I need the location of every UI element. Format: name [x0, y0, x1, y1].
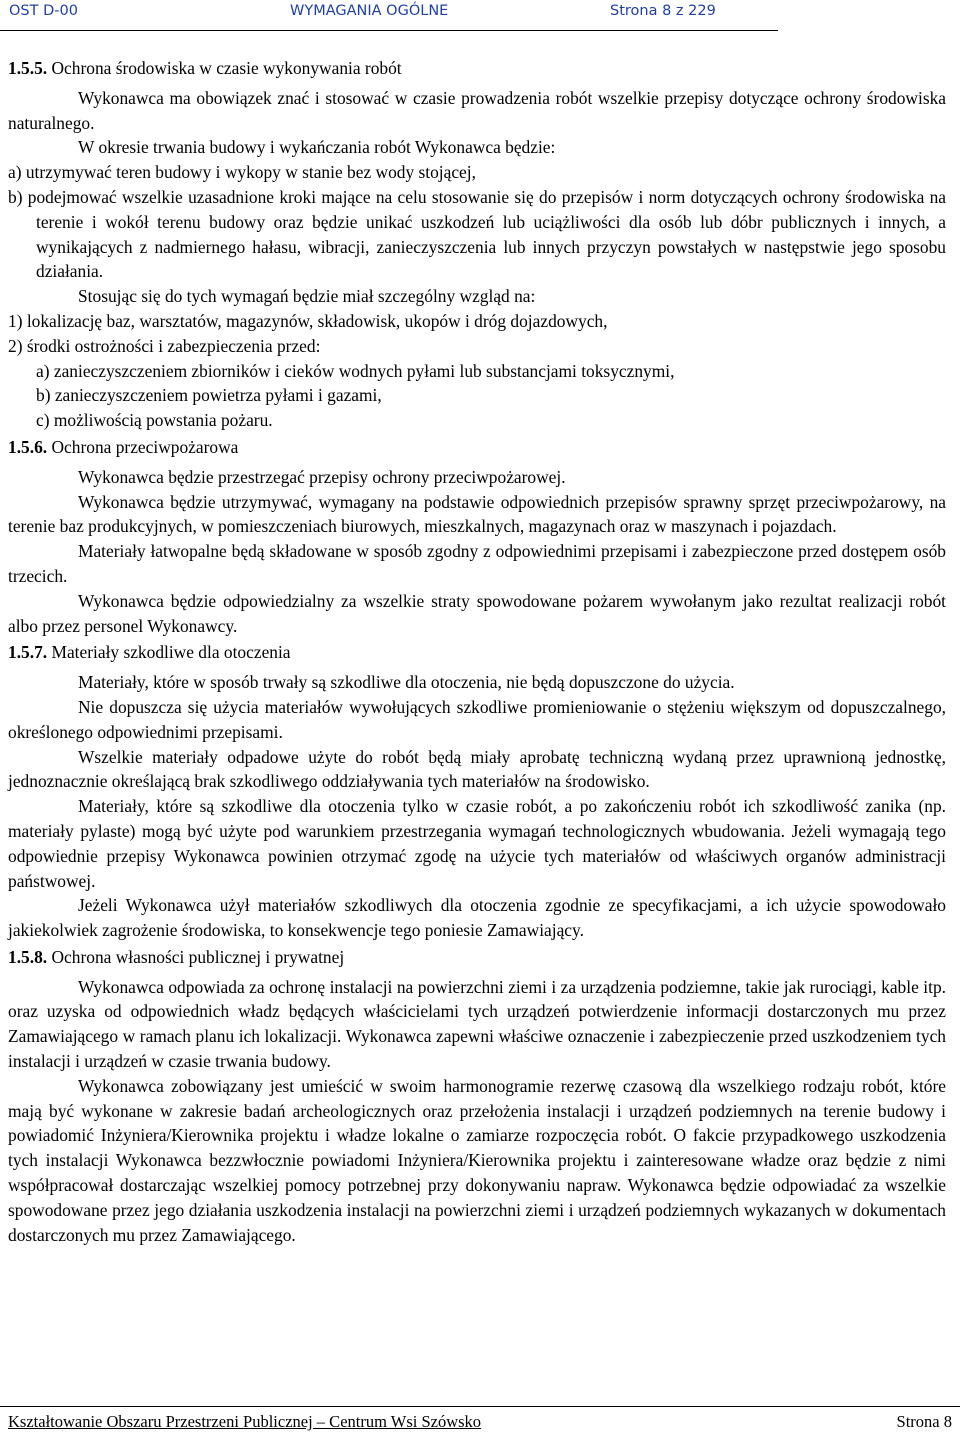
paragraph: Wykonawca będzie utrzymywać, wymagany na podstawie odpowiednich przepisów sprawny sprzęt przeciwpożarowy, na terenie baz produkcyjnych, w pomieszczeniach biurowych, mieszkalnych, magazynach oraz w maszynach i pojazdach. [8, 491, 946, 537]
header-page-number: Strona 8 z 229 [610, 3, 716, 19]
section-heading-1-5-5 [8, 56, 946, 81]
list-item: b) podejmować wszelkie uzasadnione kroki mające na celu stosowanie się do przepisów i norm dotyczących ochrony środowiska na terenie i wokół terenu budowy oraz będzie unikać uszkodzeń lub uciążliwości dla osób lub dóbr publicznych i innych, a wynikających z nadmiernego hałasu, wibracji, zanieczyszczenia lub innych przyczyn powstałych w następstwie jego sposobu działania. [8, 186, 946, 282]
header-title: WYMAGANIA OGÓLNE [290, 3, 449, 19]
paragraph: W okresie trwania budowy i wykańczania robót Wykonawca będzie: [78, 137, 556, 158]
section-title: Ochrona środowiska w czasie wykonywania robót [51, 58, 402, 78]
paragraph: Wykonawca będzie odpowiedzialny za wszelkie straty spowodowane pożarem wywołanym jako rezultat realizacji robót albo przez personel Wykonawcy. [8, 590, 946, 636]
paragraph: Materiały, które w sposób trwały są szkodliwe dla otoczenia, nie będą dopuszczone do użycia. [78, 672, 735, 693]
paragraph: Wykonawca będzie przestrzegać przepisy ochrony przeciwpożarowej. [78, 466, 566, 487]
section-number: 1.5.5. [8, 58, 48, 78]
paragraph: Wykonawca odpowiada za ochronę instalacji na powierzchni ziemi i za urządzenia podziemne, takie jak rurociągi, kable itp. oraz uzyska od odpowiednich władz będących właścicielami tych urządzeń potwierdzenie informacji dostarczonych mu przez Zamawiającego w ramach planu ich lokalizacji. Wykonawca zapewni właściwe oznaczenie i zabezpieczenie przed uszkodzeniem tych instalacji i urządzeń w czasie trwania budowy. [8, 976, 946, 1072]
list-item: a) utrzymywać teren budowy i wykopy w stanie bez wody stojącej, [8, 162, 476, 183]
section-title: Ochrona własności publicznej i prywatnej [51, 946, 345, 967]
paragraph: Stosując się do tych wymagań będzie miał szczególny wzgląd na: [78, 286, 536, 307]
paragraph: Materiały, które są szkodliwe dla otoczenia tylko w czasie robót, a po zakończeniu robót ich szkodliwość zanika (np. materiały pylaste) mogą być użyte pod warunkiem przestrzegania wymagań technologicznych wbudowania. Jeżeli wymagają tego odpowiednie przepisy Wykonawca powinien otrzymać zgodę na użycie tych materiałów od właściwych organów administracji państwowej. [8, 796, 946, 891]
paragraph: Wykonawca zobowiązany jest umieścić w swoim harmonogramie rezerwę czasową dla wszelkiego rodzaju robót, które mają być wykonane w zakresie badań archeologicznych oraz przełożenia instalacji i urządzeń podziemnych na terenie budowy i powiadomić Inżyniera/Kierownika projektu i władze lokalne o zamiarze rozpoczęcia robót. O fakcie przypadkowego uszkodzenia tych instalacji Wykonawca bezzwłocznie powiadomi Inżyniera/Kierownika projektu i zainteresowane władze oraz będzie z nimi współpracował dostarczając wszelkiej pomocy potrzebnej przy dokonywaniu napraw. Wykonawca będzie odpowiadać za wszelkie spowodowane przez jego działania uszkodzenia instalacji na powierzchni ziemi i urządzeń podziemnych wykazanych w dokumentach dostarczonych mu przez Zamawiającego. [8, 1075, 946, 1245]
header-doc-code: OST D-00 [9, 3, 78, 19]
paragraph: Wszelkie materiały odpadowe użyte do robót będą miały aprobatę techniczną wydaną przez uprawnioną jednostkę, jednoznacznie określającą brak szkodliwego oddziaływania tych materiałów na środowisko. [8, 746, 946, 792]
section-heading-1-5-6 [8, 435, 946, 460]
section-title: Ochrona przeciwpożarowa [51, 436, 239, 457]
paragraph: Jeżeli Wykonawca użył materiałów szkodliwych dla otoczenia zgodnie ze specyfikacjami, a ich użycie spowodowało jakiekolwiek zagrożenie środowiska, to konsekwencje tego poniesie Zamawiający. [8, 895, 946, 941]
header-rule [0, 30, 778, 31]
section-title: Materiały szkodliwe dla otoczenia [51, 642, 291, 663]
paragraph: Nie dopuszcza się użycia materiałów wywołujących szkodliwe promieniowanie o stężeniu większym od dopuszczalnego, określonego odpowiednimi przepisami. [8, 696, 946, 742]
section-heading-1-5-8 [8, 945, 946, 970]
paragraph: Wykonawca ma obowiązek znać i stosować w czasie prowadzenia robót wszelkie przepisy dotyczące ochrony środowiska naturalnego. [8, 87, 946, 133]
footer-rule [0, 1406, 960, 1407]
footer-page-number: Strona 8 [896, 1412, 952, 1431]
section-number: 1.5.8. [8, 946, 48, 967]
paragraph: Materiały łatwopalne będą składowane w sposób zgodny z odpowiednimi przepisami i zabezpieczone przed dostępem osób trzecich. [8, 541, 946, 586]
footer-project-title: Kształtowanie Obszaru Przestrzeni Publicznej – Centrum Wsi Szówsko [8, 1412, 482, 1431]
list-item: 2) środki ostrożności i zabezpieczenia przed: [8, 335, 321, 356]
section-number: 1.5.6. [8, 436, 48, 457]
list-item: c) możliwością powstania pożaru. [36, 410, 273, 431]
list-item: b) zanieczyszczeniem powietrza pyłami i gazami, [36, 385, 382, 406]
section-heading-1-5-7 [8, 640, 946, 665]
list-item: 1) lokalizację baz, warsztatów, magazynów, składowisk, ukopów i dróg dojazdowych, [8, 310, 608, 331]
section-number: 1.5.7. [8, 642, 48, 663]
list-item: a) zanieczyszczeniem zbiorników i cieków wodnych pyłami lub substancjami toksycznymi, [36, 360, 675, 381]
document-body [8, 56, 946, 1247]
